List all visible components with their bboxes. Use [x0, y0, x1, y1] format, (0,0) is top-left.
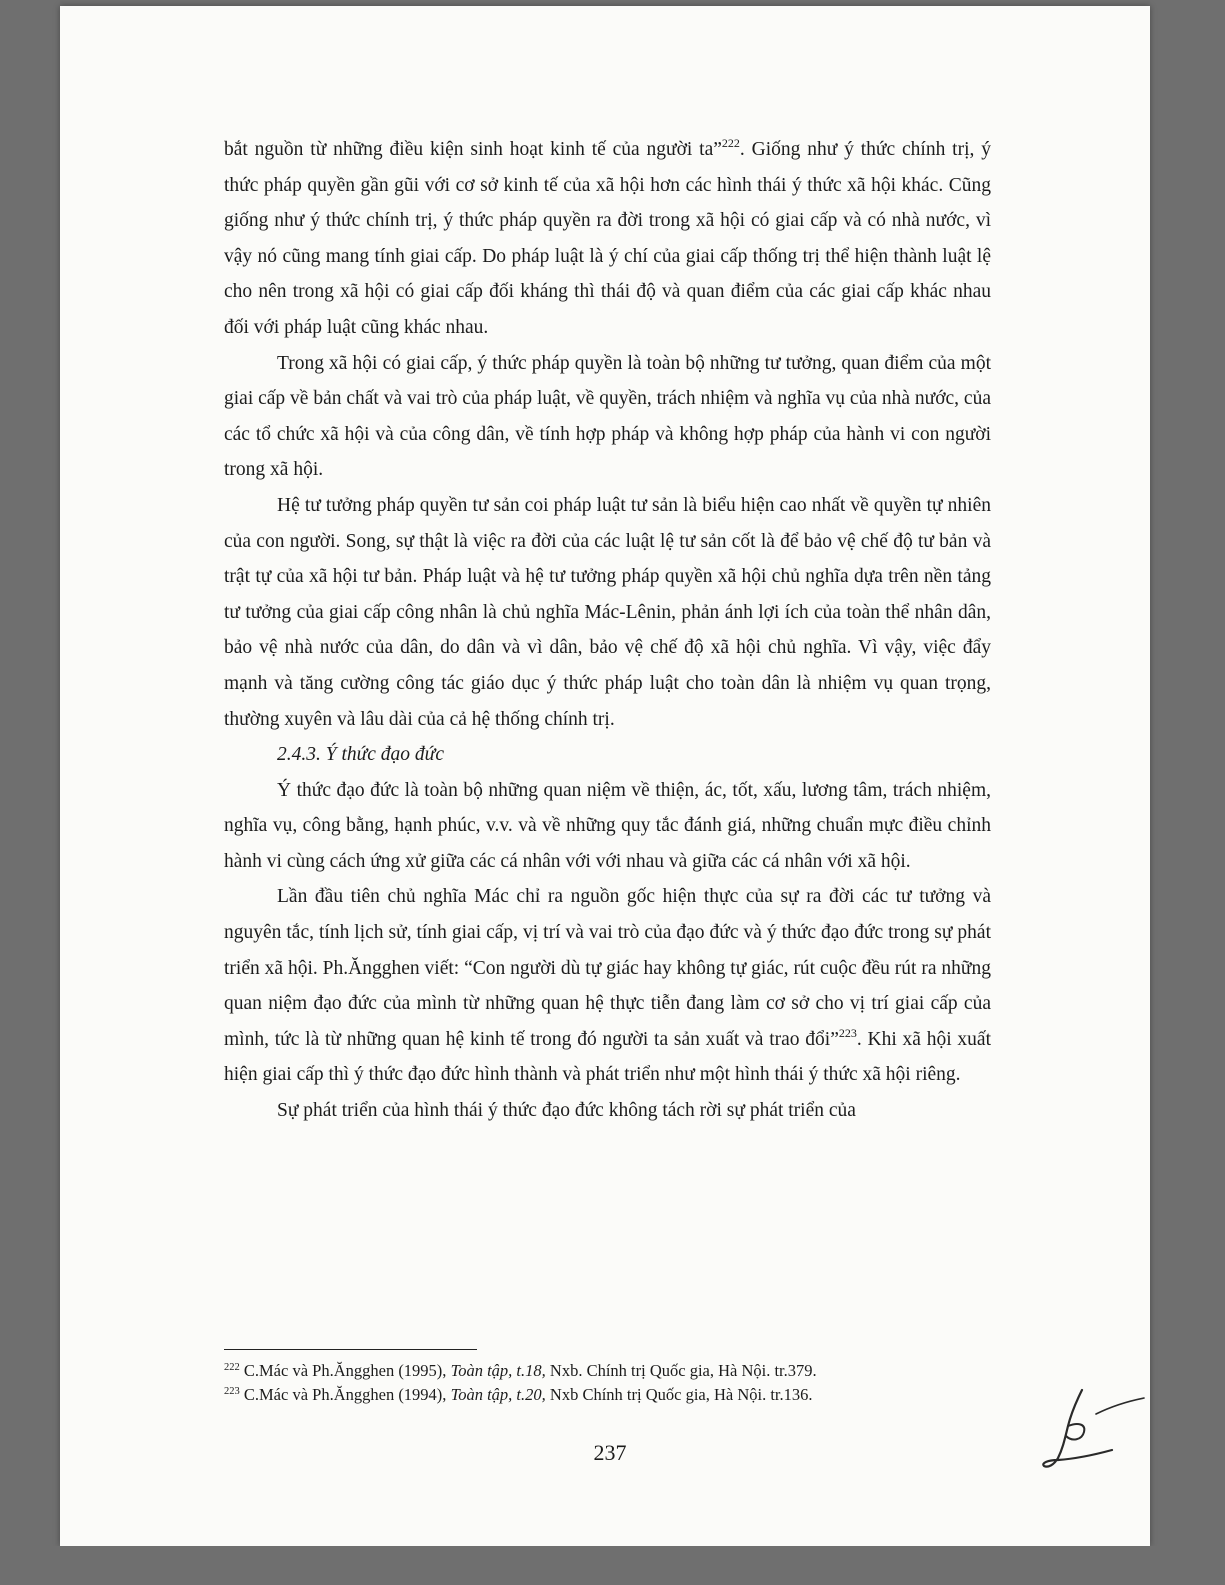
page-number: 237: [593, 1440, 627, 1465]
paragraph-6: Sự phát triển của hình thái ý thức đạo đức không tách rời sự phát triển của: [277, 1100, 856, 1122]
footnote-223: $^{223}$ C.Mác và Ph.Ăngghen (1994), Toàn tập, t.20, Nxb Chính trị Quốc gia, Hà Nội. tr.136.: [224, 1385, 813, 1404]
footnote-ref-222[interactable]: 222: [721, 136, 740, 150]
paragraph-1: bắt nguồn từ những điều kiện sinh hoạt kinh tế của người ta”$^{222}$. Giống như ý thức chính trị, ý thức pháp quyền gần gũi với cơ sở kinh tế của xã hội hơn các hình thái ý thức xã hội khác. Cũng giống như ý thức chính trị, ý thức pháp quyền ra đời trong xã hội có giai cấp và có nhà nước, vì vậy nó cũng mang tính giai cấp. Do pháp luật là ý chí của giai cấp thống trị thể hiện thành luật lệ cho nên trong xã hội có giai cấp đối kháng thì thái độ và quan điểm của các giai cấp khác nhau đối với pháp luật cũng khác nhau.: [224, 136, 991, 338]
footnote-222: $^{222}$ C.Mác và Ph.Ăngghen (1995), Toàn tập, t.18, Nxb. Chính trị Quốc gia, Hà Nội. tr.379.: [224, 1361, 817, 1380]
signature-mark: [1038, 1386, 1148, 1472]
paragraph-5: Lần đầu tiên chủ nghĩa Mác chỉ ra nguồn gốc hiện thực của sự ra đời các tư tưởng và nguyên tắc, tính lịch sử, tính giai cấp, vị trí và vai trò của đạo đức và ý thức đạo đức trong sự phát triển xã hội. Ph.Ăngghen viết: “Con người dù tự giác hay không tự giác, rút cuộc đều rút ra những quan niệm đạo đức của mình từ những quan hệ thực tiễn đang làm cơ sở cho vị trí giai cấp của mình, tức là từ những quan hệ kinh tế trong đó người ta sản xuất và trao đổi”$^{223}$. Khi xã hội xuất hiện giai cấp thì ý thức đạo đức hình thành và phát triển như một hình thái ý thức xã hội riêng.: [224, 886, 991, 1086]
body-text: [224, 132, 991, 1129]
footnotes: [224, 1359, 994, 1407]
footnote-divider: [224, 1349, 477, 1350]
paragraph-4: Ý thức đạo đức là toàn bộ những quan niệm về thiện, ác, tốt, xấu, lương tâm, trách nhiệm, nghĩa vụ, công bằng, hạnh phúc, v.v. và về những quy tắc đánh giá, những chuẩn mực điều chỉnh hành vi cùng cách ứng xử giữa các cá nhân với với nhau và giữa các cá nhân với xã hội.: [224, 779, 991, 872]
scan-bottom-border: [0, 1546, 1225, 1585]
paragraph-3: Hệ tư tưởng pháp quyền tư sản coi pháp luật tư sản là biểu hiện cao nhất về quyền tự nhiên của con người. Song, sự thật là việc ra đời của các luật lệ tư sản cốt là để bảo vệ chế độ tư bản và trật tự của xã hội tư bản. Pháp luật và hệ tư tưởng pháp quyền xã hội chủ nghĩa dựa trên nền tảng tư tưởng của giai cấp công nhân là chủ nghĩa Mác-Lênin, phản ánh lợi ích của toàn thể nhân dân, bảo vệ nhà nước của dân, do dân và vì dân, bảo vệ chế độ xã hội chủ nghĩa. Vì vậy, việc đẩy mạnh và tăng cường công tác giáo dục ý thức pháp luật cho toàn dân là nhiệm vụ quan trọng, thường xuyên và lâu dài của cả hệ thống chính trị.: [224, 494, 991, 730]
section-heading: 2.4.3. Ý thức đạo đức: [277, 744, 444, 766]
paragraph-2: Trong xã hội có giai cấp, ý thức pháp quyền là toàn bộ những tư tưởng, quan điểm của một giai cấp về bản chất và vai trò của pháp luật, về quyền, trách nhiệm và nghĩa vụ của nhà nước, của các tổ chức xã hội và của công dân, về tính hợp pháp và không hợp pháp của hành vi con người trong xã hội.: [224, 352, 991, 481]
footnote-ref-223[interactable]: 223: [838, 1025, 857, 1040]
